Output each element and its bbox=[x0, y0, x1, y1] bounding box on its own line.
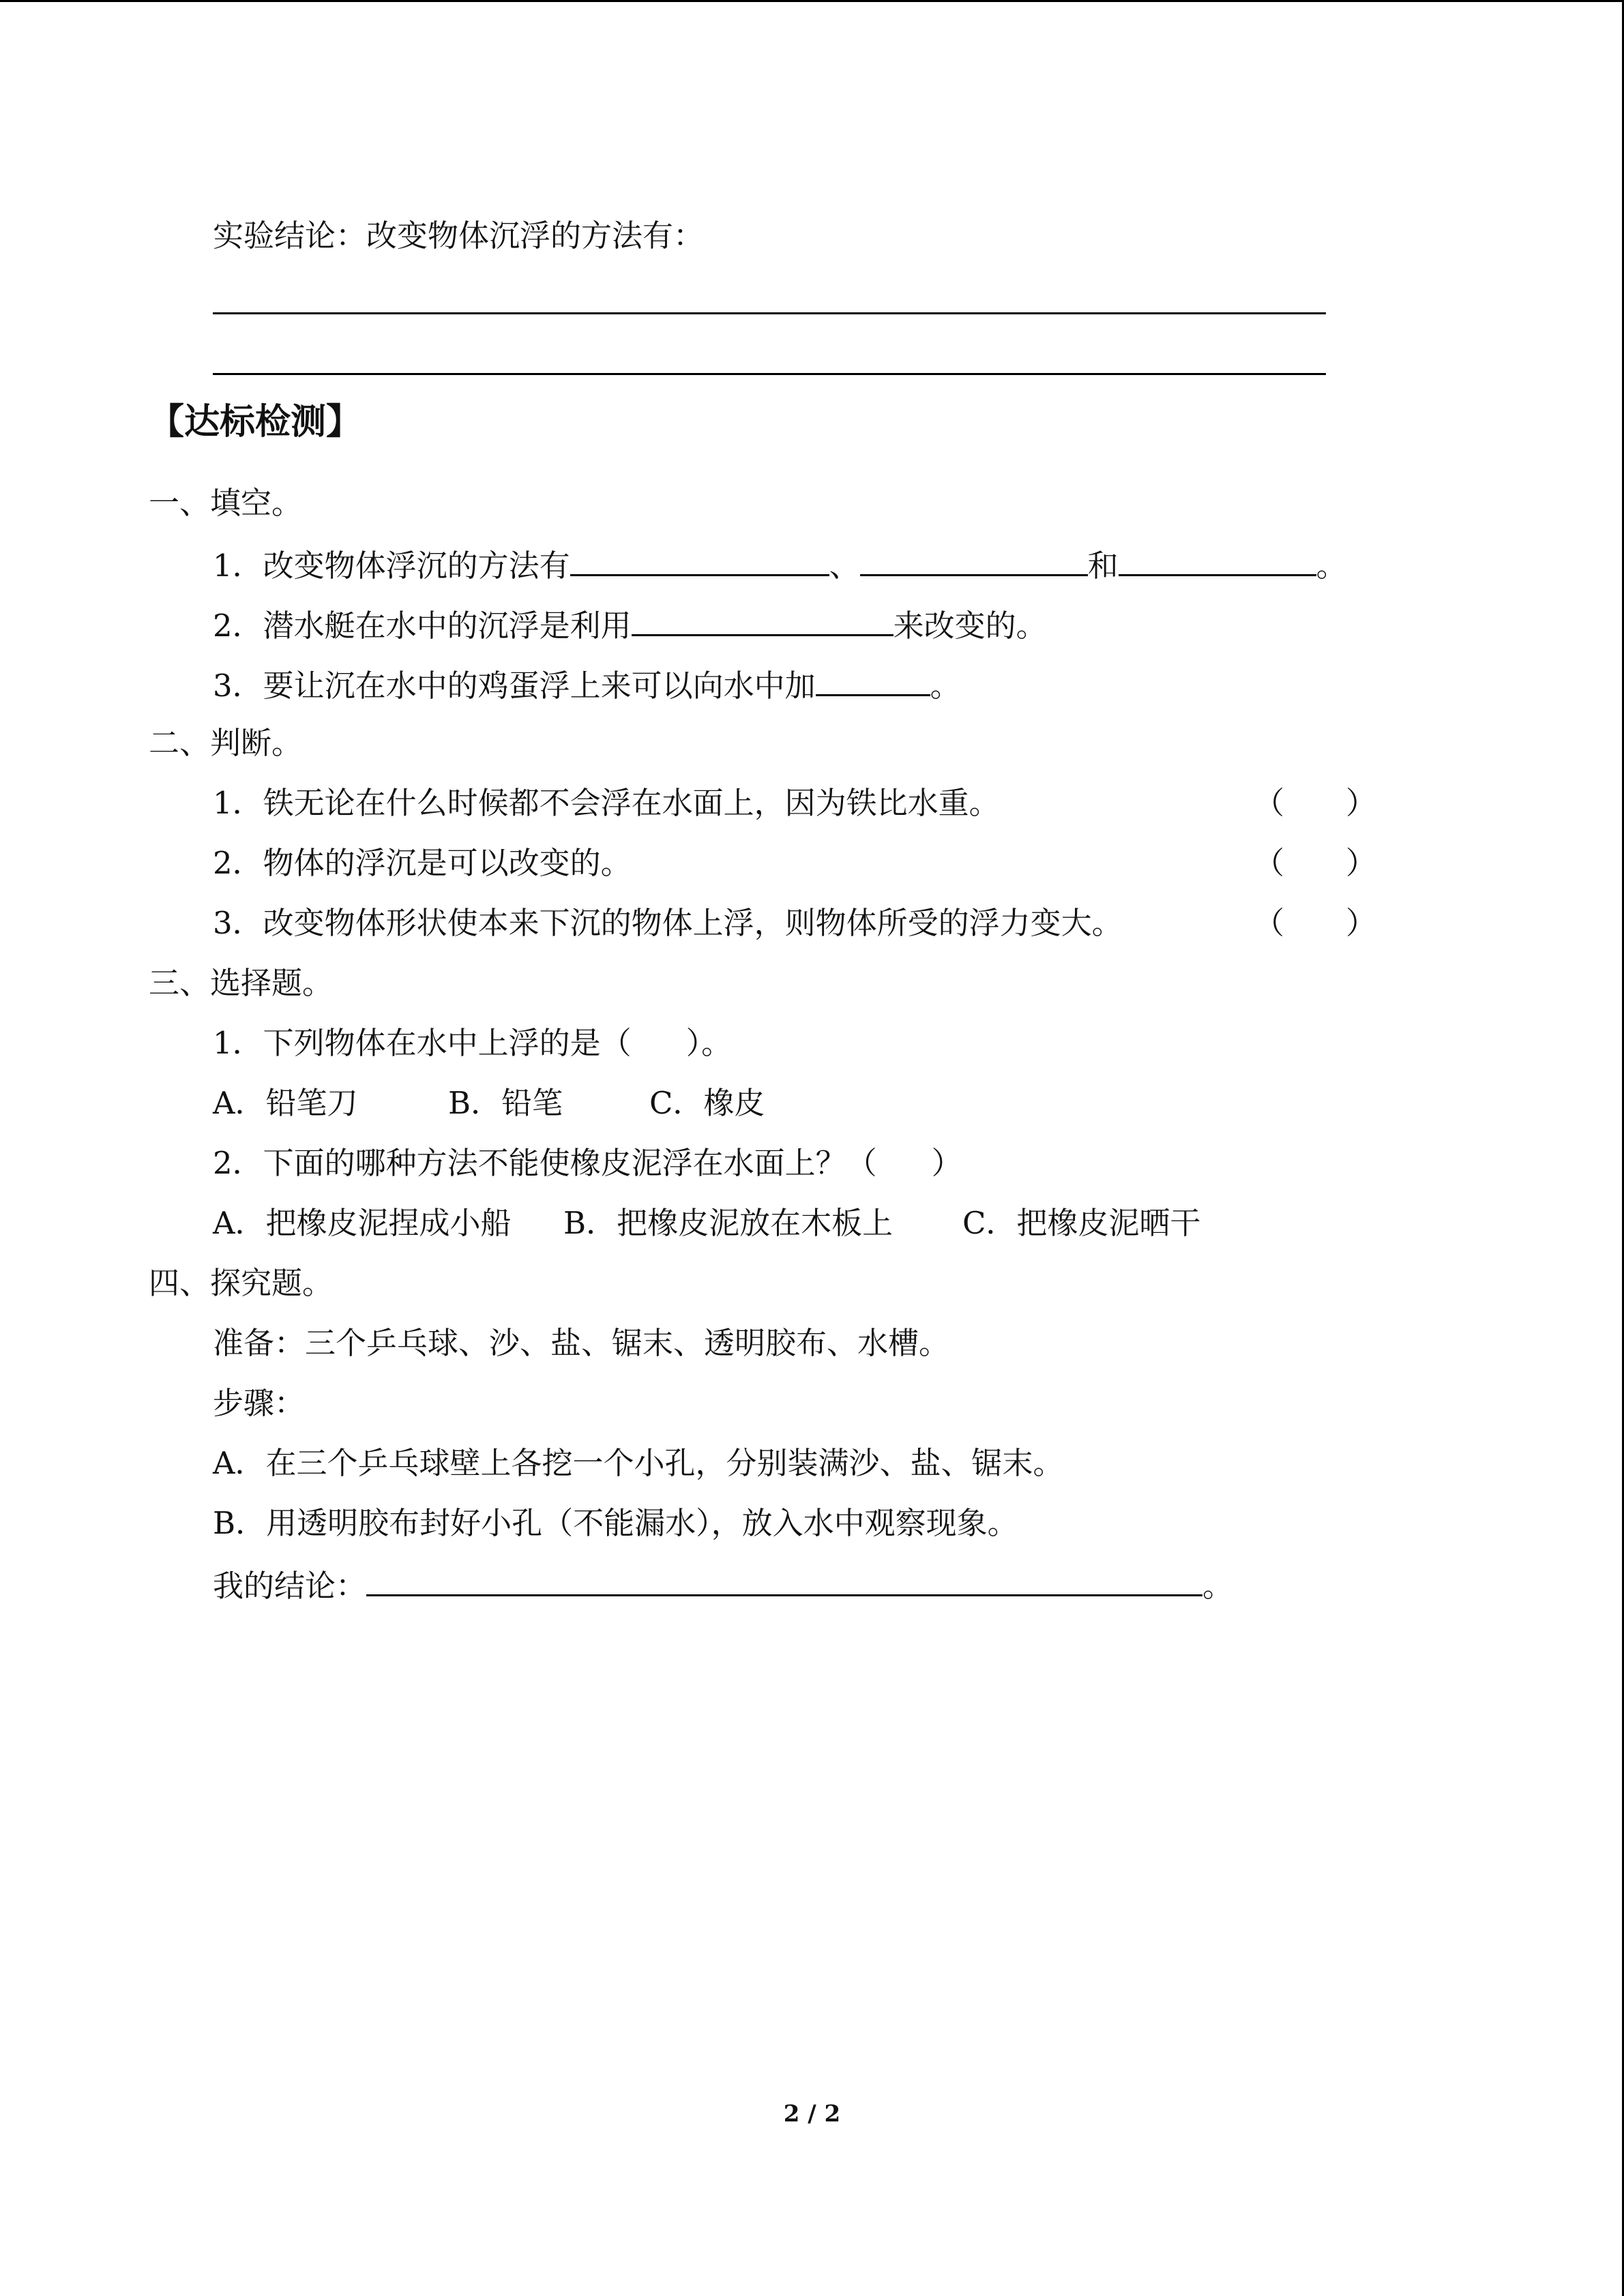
judge-question-3: 3．改变物体形状使本来下沉的物体上浮，则物体所受的浮力变大。 bbox=[213, 905, 1123, 941]
part2-heading: 二、判断。 bbox=[149, 725, 303, 761]
fill-question-3 bbox=[213, 663, 961, 706]
judge-question-2: 2．物体的浮沉是可以改变的。 bbox=[213, 845, 632, 881]
fill-q3-end: 。 bbox=[930, 668, 961, 704]
fill-q2-blank[interactable] bbox=[632, 603, 894, 636]
fill-q1-sep2: 和 bbox=[1087, 548, 1119, 584]
answer-line-2[interactable] bbox=[213, 373, 1326, 375]
inquiry-conclusion-label: 我的结论： bbox=[213, 1568, 367, 1604]
judge-answer-2[interactable] bbox=[1254, 843, 1376, 884]
inquiry-steps-label: 步骤： bbox=[213, 1385, 306, 1421]
fill-q1-blank-3[interactable] bbox=[1119, 543, 1316, 576]
choice-q1-option-a[interactable]: A．铅笔刀 bbox=[213, 1085, 358, 1121]
inquiry-conclusion bbox=[213, 1563, 1233, 1607]
paren-open: （ bbox=[1254, 845, 1285, 881]
judge-answer-3[interactable] bbox=[1254, 903, 1376, 944]
part3-heading: 三、选择题。 bbox=[149, 965, 334, 1001]
fill-question-2 bbox=[213, 603, 1047, 646]
fill-q3-blank[interactable] bbox=[816, 663, 930, 696]
inquiry-step-a: A．在三个乒乓球壁上各挖一个小孔，分别装满沙、盐、锯末。 bbox=[213, 1445, 1064, 1481]
fill-q2-prefix: 2．潜水艇在水中的沉浮是利用 bbox=[213, 608, 632, 644]
paren-close: ） bbox=[1346, 785, 1377, 821]
experiment-conclusion-label: 实验结论：改变物体沉浮的方法有： bbox=[213, 218, 705, 254]
choice-q2-options bbox=[213, 1203, 1200, 1244]
paren-close: ） bbox=[1346, 845, 1377, 881]
choice-question-1 bbox=[213, 1023, 732, 1064]
answer-line-1[interactable] bbox=[213, 312, 1326, 314]
part1-heading: 一、填空。 bbox=[149, 485, 303, 521]
judge-question-1: 1．铁无论在什么时候都不会浮在水面上，因为铁比水重。 bbox=[213, 785, 1000, 821]
fill-q1-blank-1[interactable] bbox=[570, 543, 829, 576]
choice-q1-stem-prefix: 1．下列物体在水中上浮的是（ bbox=[213, 1025, 632, 1061]
choice-q1-option-c[interactable]: C．橡皮 bbox=[649, 1085, 765, 1121]
fill-q3-prefix: 3．要让沉在水中的鸡蛋浮上来可以向水中加 bbox=[213, 668, 816, 704]
paren-open: （ bbox=[1254, 785, 1285, 821]
inquiry-conclusion-blank[interactable] bbox=[366, 1563, 1202, 1596]
choice-question-2 bbox=[213, 1143, 962, 1184]
fill-q1-sep1: 、 bbox=[829, 548, 860, 584]
fill-q1-blank-2[interactable] bbox=[860, 543, 1088, 576]
fill-question-1 bbox=[213, 543, 1347, 586]
choice-q2-option-c[interactable]: C．把橡皮泥晒干 bbox=[962, 1205, 1201, 1241]
fill-q1-end: 。 bbox=[1316, 548, 1347, 584]
judge-answer-1[interactable] bbox=[1254, 783, 1376, 824]
choice-q1-options bbox=[213, 1083, 765, 1124]
part4-heading: 四、探究题。 bbox=[149, 1265, 334, 1301]
fill-q2-suffix: 来改变的。 bbox=[893, 608, 1047, 644]
choice-q1-stem-suffix: ）。 bbox=[685, 1025, 733, 1061]
paren-close: ） bbox=[1346, 905, 1377, 941]
inquiry-step-b: B．用透明胶布封好小孔（不能漏水），放入水中观察现象。 bbox=[213, 1505, 1018, 1541]
inquiry-preparation: 准备：三个乒乓球、沙、盐、锯末、透明胶布、水槽。 bbox=[213, 1325, 950, 1361]
paren-open: （ bbox=[1254, 905, 1285, 941]
choice-q2-option-b[interactable]: B．把橡皮泥放在木板上 bbox=[563, 1205, 894, 1241]
fill-q1-prefix: 1．改变物体浮沉的方法有 bbox=[213, 548, 570, 584]
choice-q1-option-b[interactable]: B．铅笔 bbox=[448, 1085, 563, 1121]
page-number: 2 / 2 bbox=[783, 2100, 841, 2128]
section-title: 【达标检测】 bbox=[149, 401, 362, 443]
inquiry-conclusion-end: 。 bbox=[1202, 1568, 1234, 1604]
choice-q2-stem-prefix: 2．下面的哪种方法不能使橡皮泥浮在水面上？（ bbox=[213, 1145, 877, 1181]
choice-q2-option-a[interactable]: A．把橡皮泥捏成小船 bbox=[213, 1205, 512, 1241]
choice-q2-stem-suffix: ） bbox=[931, 1145, 962, 1181]
